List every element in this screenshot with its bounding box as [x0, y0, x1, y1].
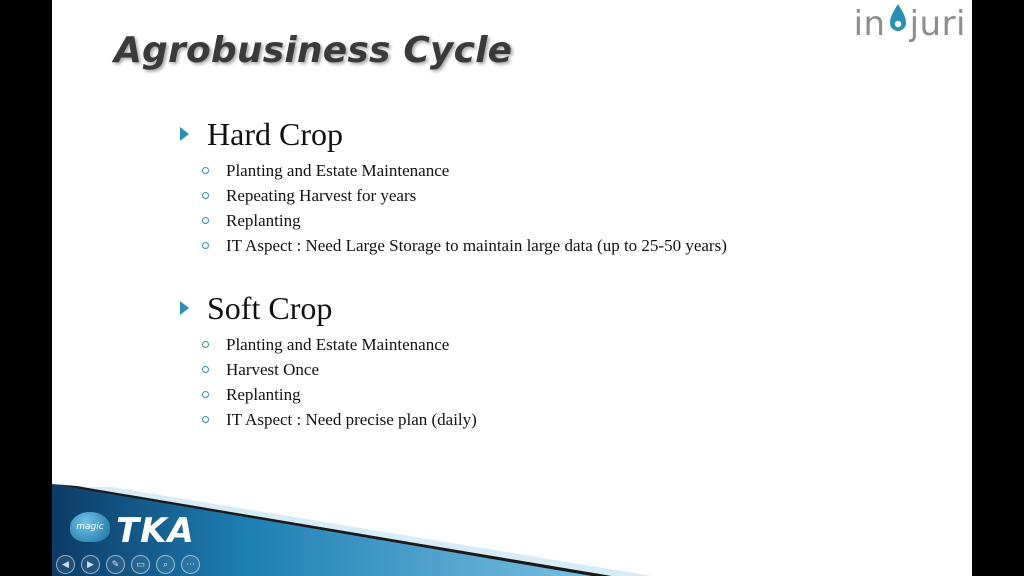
- triangle-bullet-icon: [180, 301, 189, 315]
- more-options-button[interactable]: ⋯: [181, 555, 200, 574]
- bullet-text: Planting and Estate Maintenance: [226, 160, 450, 180]
- bullet-text: Replanting: [226, 384, 301, 404]
- circle-bullet-icon: [202, 167, 209, 174]
- section-heading: Soft Crop: [207, 289, 333, 326]
- logo-suffix: juri: [909, 4, 966, 44]
- pen-tool-button[interactable]: ✎: [106, 555, 125, 574]
- bullet-text: Harvest Once: [226, 359, 319, 379]
- circle-bullet-icon: [202, 192, 209, 199]
- injuri-logo: [854, 4, 966, 44]
- zoom-button[interactable]: ⌕: [156, 555, 175, 574]
- bullet-list: [174, 332, 934, 432]
- slide-title: Agrobusiness Cycle: [114, 30, 513, 71]
- section-heading-row: [174, 286, 934, 330]
- logo-prefix: in: [853, 4, 886, 44]
- tka-brand: [70, 511, 195, 551]
- triangle-bullet-icon: [180, 127, 189, 141]
- slide: [52, 0, 972, 576]
- bullet-text: Planting and Estate Maintenance: [226, 334, 450, 354]
- bullet-item: [202, 183, 934, 208]
- section-soft-crop: [174, 286, 934, 432]
- bullet-item: [202, 233, 934, 258]
- circle-bullet-icon: [202, 242, 209, 249]
- logo-drop-icon: [887, 2, 909, 47]
- circle-bullet-icon: [202, 416, 209, 423]
- slide-content: [174, 112, 934, 460]
- bullet-item: [202, 158, 934, 183]
- bullet-text: Replanting: [226, 210, 301, 230]
- tka-logo-text: TKA: [116, 511, 195, 551]
- magic-badge: magic: [70, 512, 110, 542]
- circle-bullet-icon: [202, 366, 209, 373]
- circle-bullet-icon: [202, 391, 209, 398]
- previous-slide-button[interactable]: ◀: [56, 555, 75, 574]
- bullet-item: [202, 208, 934, 233]
- bullet-item: [202, 332, 934, 357]
- next-slide-button[interactable]: ▶: [81, 555, 100, 574]
- circle-bullet-icon: [202, 341, 209, 348]
- circle-bullet-icon: [202, 217, 209, 224]
- bullet-list: [174, 158, 934, 258]
- section-heading: Hard Crop: [207, 115, 343, 152]
- bullet-text: IT Aspect : Need Large Storage to maintain large data (up to 25-50 years): [226, 235, 727, 255]
- slide-menu-button[interactable]: ▭: [131, 555, 150, 574]
- bullet-text: IT Aspect : Need precise plan (daily): [226, 409, 477, 429]
- bullet-item: [202, 357, 934, 382]
- bullet-item: [202, 382, 934, 407]
- section-heading-row: [174, 112, 934, 156]
- section-hard-crop: [174, 112, 934, 258]
- bullet-text: Repeating Harvest for years: [226, 185, 417, 205]
- bullet-item: [202, 407, 934, 432]
- slideshow-controls: [56, 555, 200, 574]
- slide-footer: [52, 484, 972, 576]
